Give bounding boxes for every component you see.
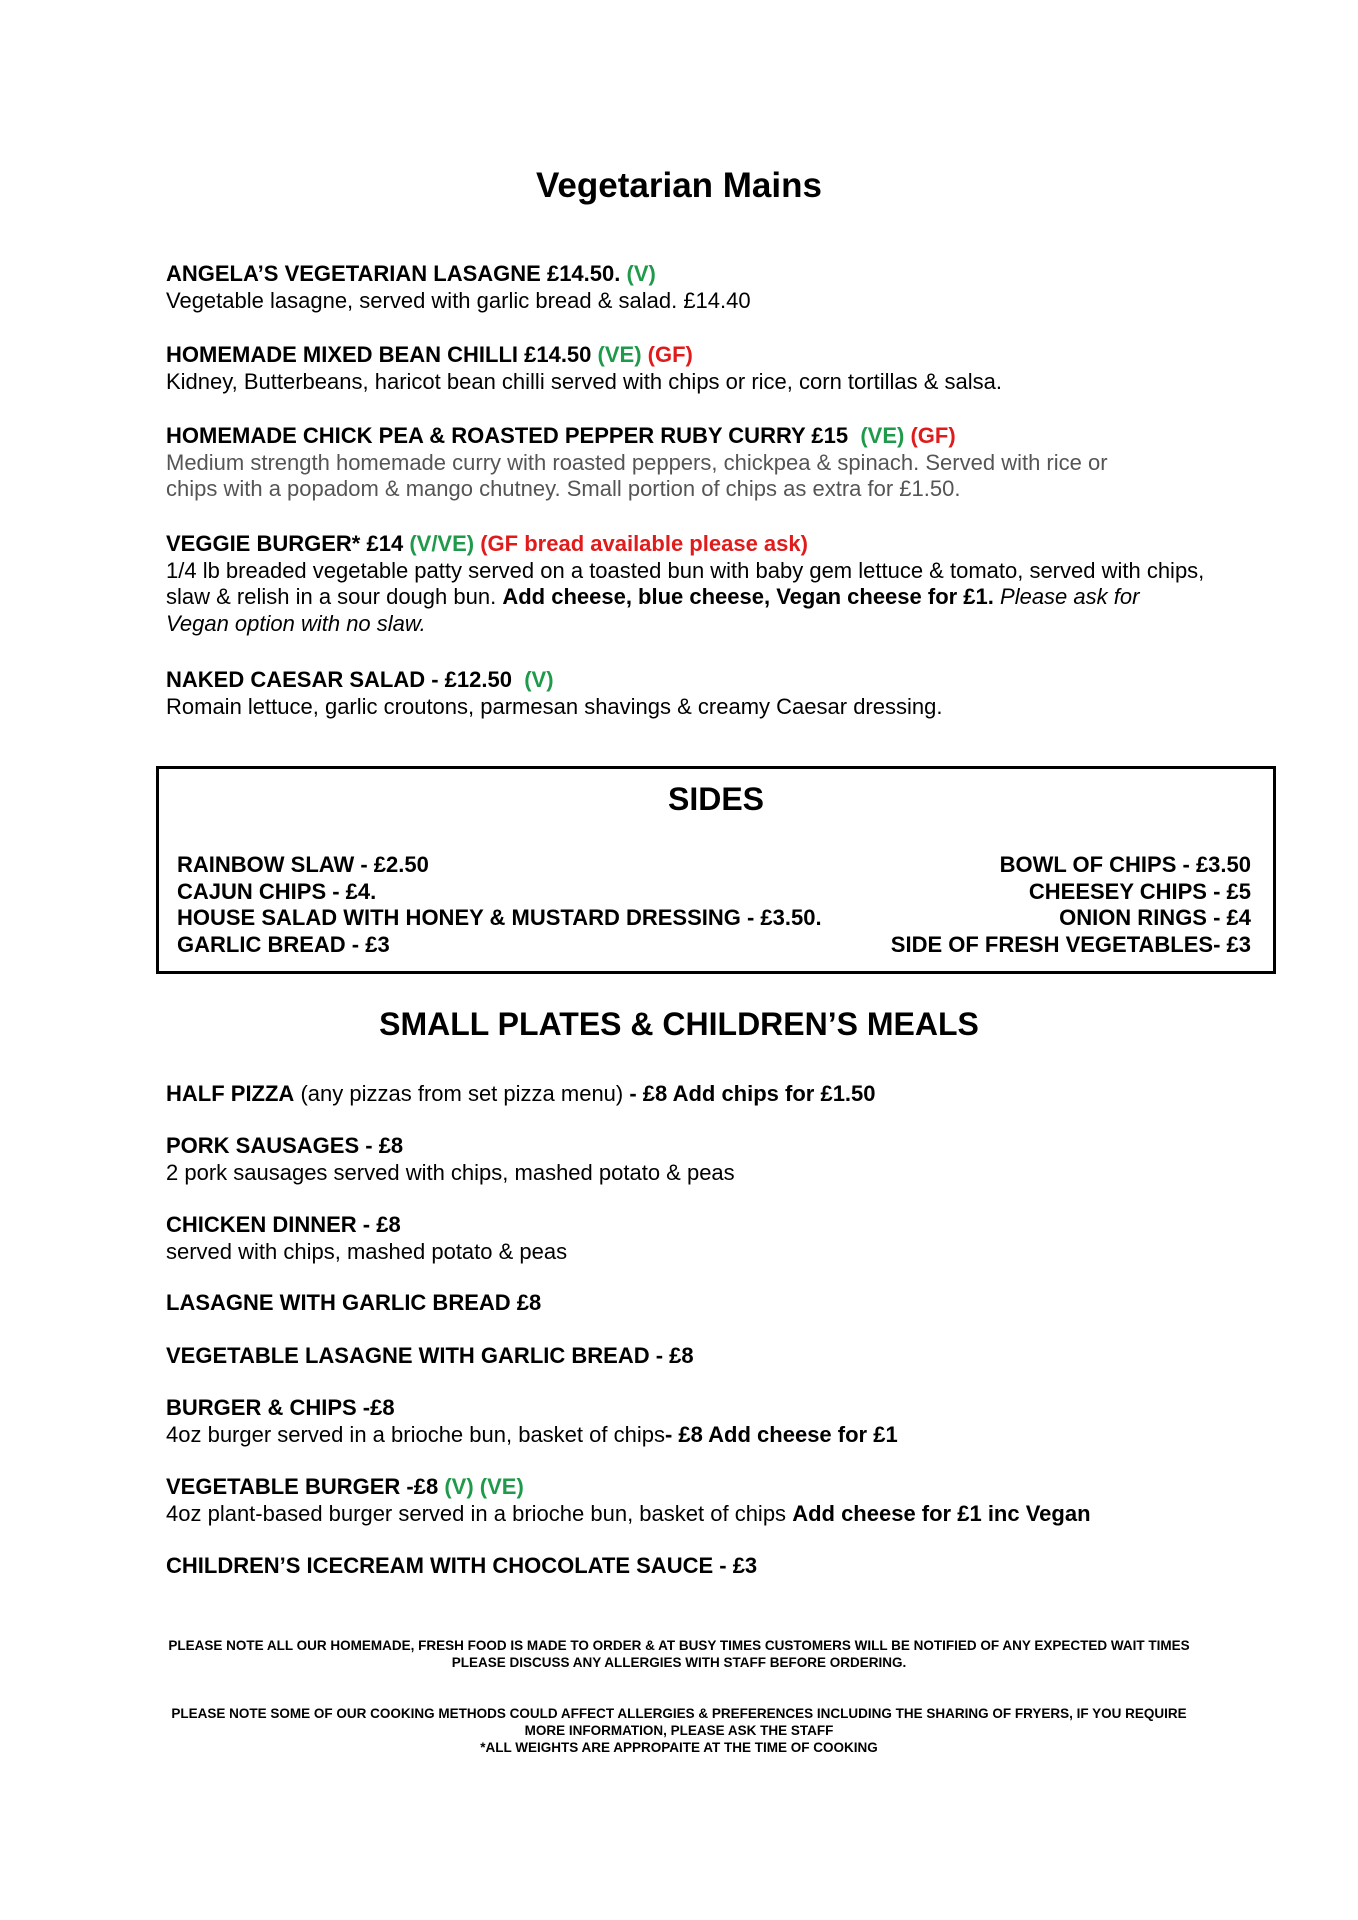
sides-box [156,766,1276,974]
item-name: VEGETABLE LASAGNE WITH GARLIC BREAD - £8 [166,1343,694,1368]
side-item: CAJUN CHIPS - £4. [177,878,377,904]
item-description [166,1422,1216,1449]
sides-right-column [891,852,1251,958]
page-title: Vegetarian Mains [536,166,822,205]
description-text: 4oz burger served in a brioche bun, basket of chips [166,1421,665,1447]
item-heading [166,423,1216,450]
footer-line: PLEASE DISCUSS ANY ALLERGIES WITH STAFF BEFORE ORDERING. [451,1655,907,1670]
item-name: LASAGNE WITH GARLIC BREAD £8 [166,1290,542,1315]
small-plates-title: SMALL PLATES & CHILDREN’S MEALS [379,1006,979,1042]
menu-item-burger-chips [166,1395,1216,1448]
menu-item-vegetable-lasagne [166,1343,1216,1370]
item-heading [166,1474,1216,1501]
item-name: VEGETABLE BURGER -£8 [166,1474,439,1499]
item-description: Vegetable lasagne, served with garlic bread & salad. £14.40 [166,287,751,313]
side-item: CHEESEY CHIPS - £5 [1028,878,1251,904]
item-description [166,558,1206,638]
tag-v: (V) [444,1474,474,1499]
description-text: 4oz plant-based burger served in a brioche bun, basket of chips [166,1500,787,1526]
tag-ve: (VE) [479,1474,524,1499]
item-heading [166,342,1216,369]
tag-v: (V) [626,261,656,286]
tag-gf: (GF) [647,342,693,367]
item-heading [166,667,1216,694]
item-name: CHILDREN’S ICECREAM WITH CHOCOLATE SAUCE - £3 [166,1553,758,1578]
description-extra: - £8 Add cheese for £1 [664,1421,898,1447]
side-item: SIDE OF FRESH VEGETABLES- £3 [890,931,1251,957]
description-note: Please ask for Vegan option with no slaw. [166,584,1140,636]
sides-title: SIDES [667,781,765,817]
item-name: PORK SAUSAGES - £8 [166,1133,404,1158]
footer-line: *ALL WEIGHTS ARE APPROPAITE AT THE TIME OF COOKING [480,1740,878,1755]
item-description: 2 pork sausages served with chips, mashed potato & peas [166,1159,735,1185]
tag-v-ve: (V/VE) [409,531,475,556]
item-heading [166,261,1216,288]
item-description: Medium strength homemade curry with roasted peppers, chickpea & spinach. Served with rice or chips with a popadom & mango chutney. Small portion of chips as extra for £1.50. [166,449,1108,501]
menu-item-bean-chilli [166,342,1216,395]
tag-ve: (VE) [597,342,642,367]
item-heading [166,531,1216,558]
menu-item-lasagne-garlic-bread [166,1290,1216,1317]
item-name: HALF PIZZA [166,1081,295,1106]
item-description: Kidney, Butterbeans, haricot bean chilli served with chips or rice, corn tortillas & salsa. [166,368,1002,394]
item-name: CHICKEN DINNER - £8 [166,1212,401,1237]
menu-item-pork-sausages [166,1133,1216,1186]
side-item: HOUSE SALAD WITH HONEY & MUSTARD DRESSING - £3.50. [177,905,822,930]
sides-left-column [177,852,822,958]
menu-item-caesar-salad [166,667,1216,720]
tag-ve: (VE) [860,423,905,448]
menu-item-childrens-icecream [166,1553,1216,1580]
side-item: BOWL OF CHIPS - £3.50 [999,852,1251,877]
item-price: - £8 Add chips for £1.50 [629,1081,876,1106]
description-extra: Add cheese for £1 inc Vegan [792,1500,1091,1526]
item-name: NAKED CAESAR SALAD - £12.50 [166,667,512,692]
item-description: Romain lettuce, garlic croutons, parmesan shavings & creamy Caesar dressing. [166,693,943,719]
tag-v: (V) [524,667,554,692]
description-text: 1/4 lb breaded vegetable patty served on a toasted bun with baby gem lettuce & tomato, served with chips, slaw & relish in a sour dough bun. [166,557,1205,609]
item-name: VEGGIE BURGER* £14 [166,531,404,556]
side-item: ONION RINGS - £4 [1059,905,1251,930]
tag-gf-bread: (GF bread available please ask) [480,531,808,556]
item-description: served with chips, mashed potato & peas [166,1238,568,1264]
footer-notice-wait-times [150,1637,1208,1671]
menu-item-lasagne [166,261,1216,314]
footer-line: PLEASE NOTE ALL OUR HOMEMADE, FRESH FOOD IS MADE TO ORDER & AT BUSY TIMES CUSTOMERS WILL BE NOTIFIED OF ANY EXPECTED WAIT TIMES [168,1638,1190,1653]
menu-item-chicken-dinner [166,1212,1216,1265]
footer-line: PLEASE NOTE SOME OF OUR COOKING METHODS COULD AFFECT ALLERGIES & PREFERENCES INCLUDING THE SHARING OF FRYERS, IF YOU REQUIRE MORE INFORMATION, PLEASE ASK THE STAFF [171,1706,1187,1738]
menu-item-half-pizza [166,1081,1216,1108]
menu-item-veggie-burger [166,531,1216,637]
item-note: (any pizzas from set pizza menu) [300,1081,624,1106]
side-item: RAINBOW SLAW - £2.50 [177,852,429,877]
description-extra: Add cheese, blue cheese, Vegan cheese for £1. [502,584,994,609]
side-item: GARLIC BREAD - £3 [177,931,390,957]
item-name: ANGELA’S VEGETARIAN LASAGNE £14.50. [166,261,621,286]
footer-notice-allergies [150,1705,1208,1756]
tag-gf: (GF) [910,423,956,448]
item-name: HOMEMADE MIXED BEAN CHILLI £14.50 [166,342,592,367]
item-name: HOMEMADE CHICK PEA & ROASTED PEPPER RUBY CURRY £15 [166,423,849,448]
menu-item-vegetable-burger [166,1474,1216,1527]
item-description [166,1501,1216,1528]
item-name: BURGER & CHIPS -£8 [166,1395,395,1420]
menu-item-ruby-curry [166,423,1216,503]
